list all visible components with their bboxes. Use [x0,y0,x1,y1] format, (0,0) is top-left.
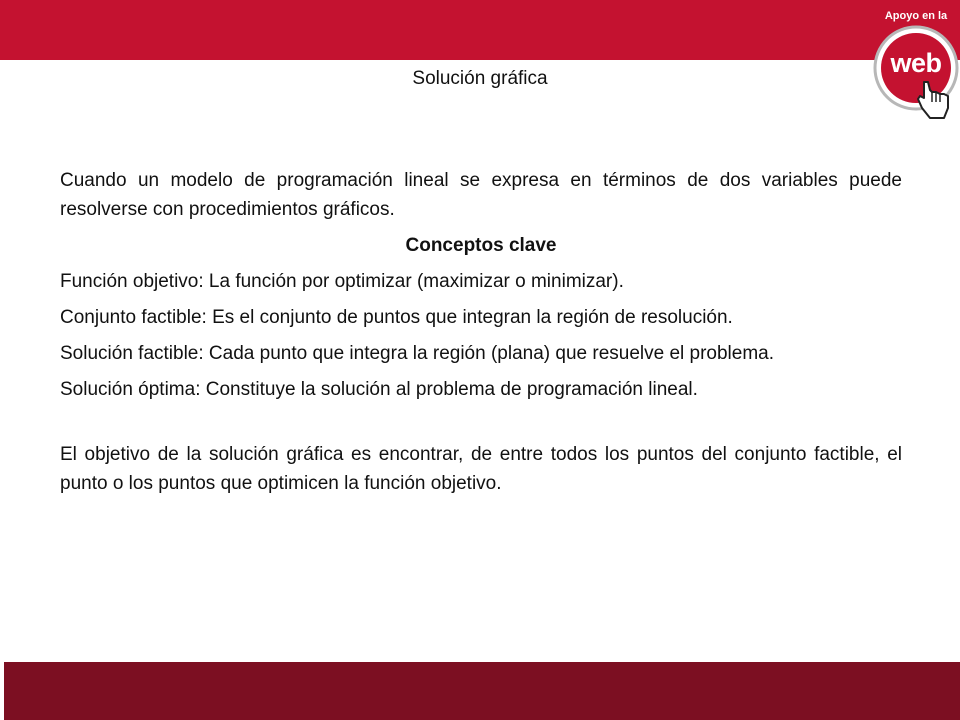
logo-word: web [890,48,942,78]
concept-conjunto-factible: Conjunto factible: Es el conjunto de puntos que integran la región de resolución. [60,307,733,328]
logo-caption: Apoyo en la [884,10,948,22]
intro-paragraph: Cuando un modelo de programación lineal se expresa en términos de dos variables puede resolverse con procedimientos gráficos. [60,170,902,220]
footer-left-edge [0,662,4,720]
concepts-heading: Conceptos clave [405,235,557,256]
conclusion-paragraph: El objetivo de la solución gráfica es encontrar, de entre todos los puntos del conjunto factible, el punto o los puntos que optimicen la función objetivo. [60,444,902,494]
apoyo-web-logo[interactable] [872,6,960,130]
bottom-footer-band [0,662,960,720]
slide-content [60,166,902,498]
concept-funcion-objetivo: Función objetivo: La función por optimizar (maximizar o minimizar). [60,271,624,292]
slide-title: Solución gráfica [412,68,548,89]
top-header-band [0,0,960,60]
concept-solucion-optima: Solución óptima: Constituye la solución al problema de programación lineal. [60,379,698,400]
concept-solucion-factible: Solución factible: Cada punto que integra la región (plana) que resuelve el problema. [60,343,775,364]
